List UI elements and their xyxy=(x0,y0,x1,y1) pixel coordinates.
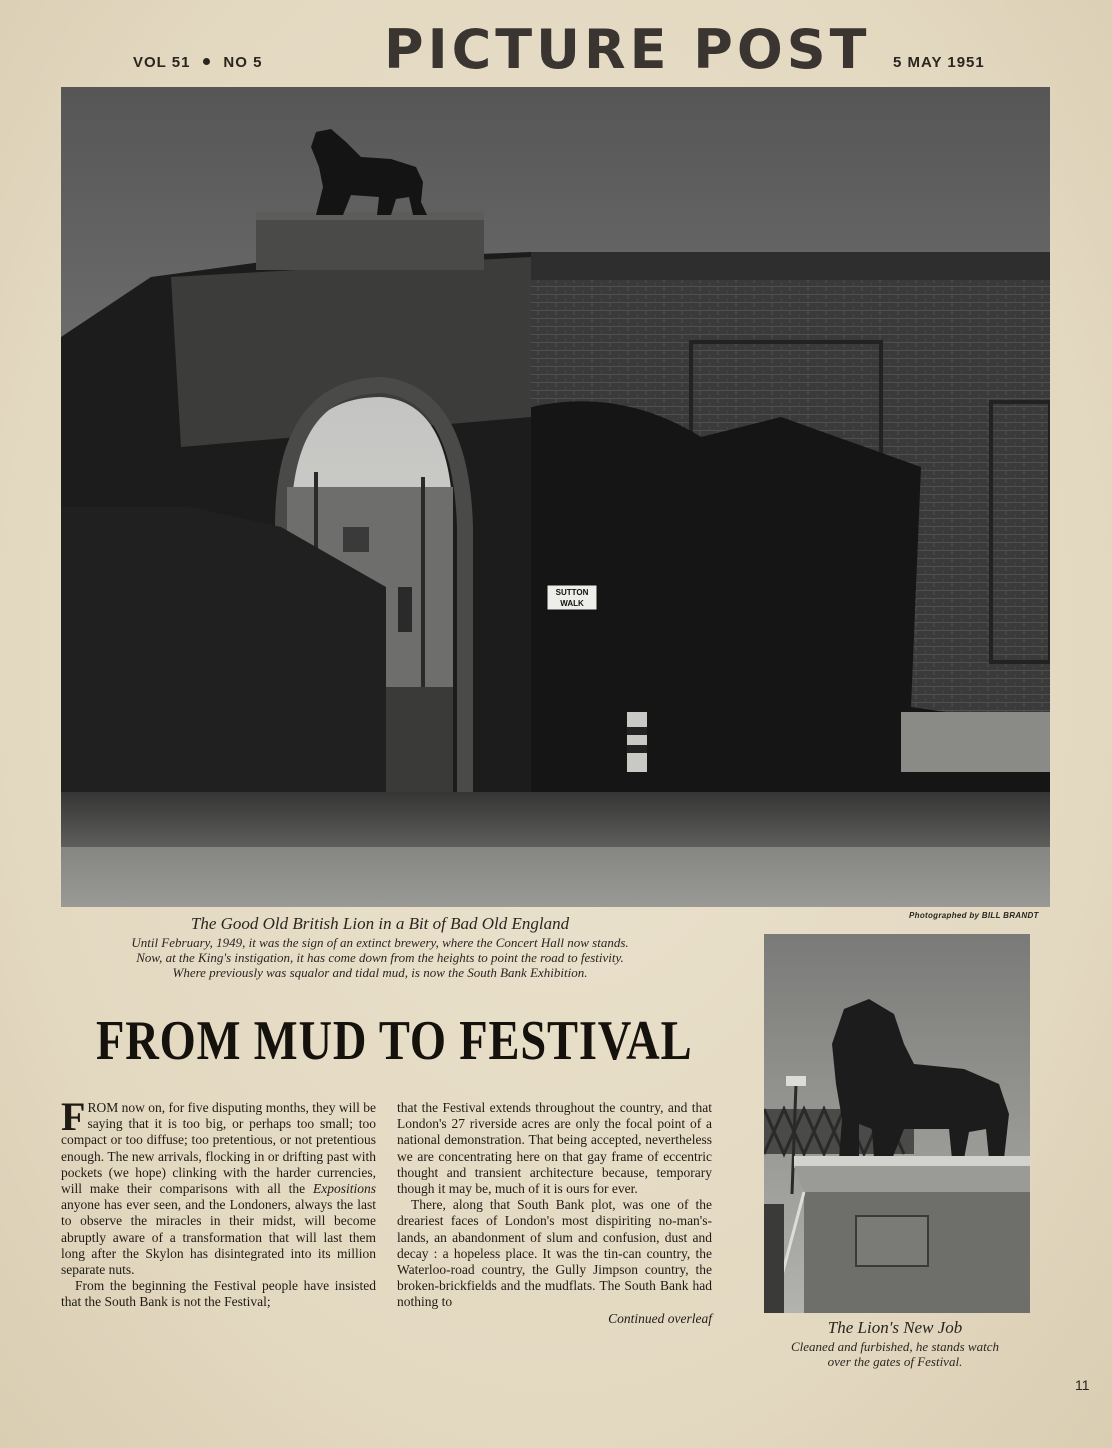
caption-title: The Good Old British Lion in a Bit of Bad Old England xyxy=(190,914,570,933)
photo-credit: Photographed by BILL BRANDT xyxy=(909,911,1039,920)
issue-number: NO 5 xyxy=(223,54,263,71)
lion-caption-title: The Lion's New Job xyxy=(827,1318,963,1337)
caption-line: Now, at the King's instigation, it has come down from the heights to point the road to festivity. xyxy=(136,950,624,965)
lion-photo xyxy=(764,934,1030,1313)
issue-date: 5 MAY 1951 xyxy=(893,54,985,71)
caption-line: Until February, 1949, it was the sign of an extinct brewery, where the Concert Hall now stands. xyxy=(131,935,629,950)
article-column-2 xyxy=(397,1100,712,1327)
page-number: 11 xyxy=(1075,1377,1090,1393)
continued-note: Continued overleaf xyxy=(608,1310,712,1326)
paragraph-text: anyone has ever seen, and the Londoners, always the last to observe the miracles in their midst, will become abruptly aware of a transformation that will last them long after the Skylon has disintegrated into its million separate nuts. xyxy=(61,1197,376,1278)
article-paragraph: that the Festival extends throughout the country, and that London's 27 riverside acres are only the focal point of a national demonstration. That being accepted, nevertheless we are concentrating here on that gay frame of eccentric thought and transient architecture because, temporary though it may be, much of it is ours for ever. xyxy=(397,1100,712,1197)
street-sign-line1: SUTTON xyxy=(555,588,589,597)
street-sign-line2: WALK xyxy=(560,599,584,608)
magazine-title: PICTURE POST xyxy=(384,18,871,81)
caption-body xyxy=(64,935,696,980)
article-column-1 xyxy=(61,1094,376,1311)
caption-line: Cleaned and furbished, he stands watch xyxy=(791,1339,999,1354)
caption-line: over the gates of Festival. xyxy=(827,1354,963,1369)
article-paragraph: There, along that South Bank plot, was one of the dreariest faces of London's most dispiriting no-man's-lands, an abandonment of slum and confusion, dust and decay : a hopeless place. It was the tin-can country, the Waterloo-road country, the Gully Jimpson country, the broken-brickfields and the mudflats. The South Bank had nothing to xyxy=(397,1197,712,1310)
paragraph-text: ROM now on, for five disputing months, they will be saying that it is too big, or perhaps too small; too compact or too diffuse; too pretentious, or not pretentious enough. The new arrivals, flocking in or drifting past with pockets (we hope) clinking with the harder currencies, will make their comparisons with all the xyxy=(61,1100,376,1197)
italic-term: Expositions xyxy=(313,1181,376,1197)
article-headline: FROM MUD TO FESTIVAL xyxy=(96,1010,693,1072)
masthead-volume xyxy=(133,54,262,71)
lion-caption-body xyxy=(760,1339,1030,1369)
main-photo xyxy=(61,87,1050,907)
volume-number: VOL 51 xyxy=(133,54,191,71)
article-paragraph: From the beginning the Festival people have insisted that the South Bank is not the Festival; xyxy=(61,1278,376,1310)
article-paragraph xyxy=(61,1094,376,1278)
bullet-dot-icon xyxy=(203,58,210,65)
caption-line: Where previously was squalor and tidal mud, is now the South Bank Exhibition. xyxy=(172,965,588,980)
drop-cap: F xyxy=(61,1094,86,1139)
